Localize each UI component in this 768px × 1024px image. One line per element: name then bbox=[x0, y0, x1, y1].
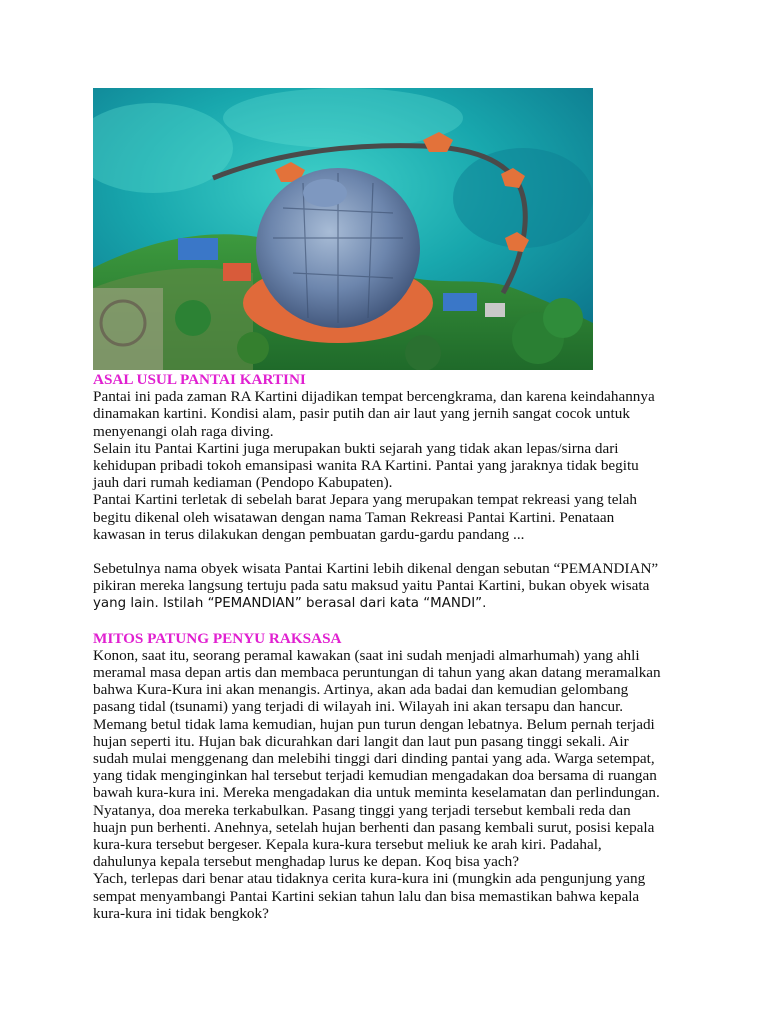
paragraph-line: pasang tidal (tsunami) yang terjadi di wilayah ini. Wilayah ini akan tersapu dan hancur. bbox=[93, 698, 624, 716]
article-body bbox=[93, 371, 693, 922]
paragraph-line: kura-kura tersebut bergeser. Kepala kura-kura tersebut meliuk ke arah kiri. Padahal, bbox=[93, 836, 602, 854]
paragraph-line: jauh dari rumah kediaman (Pendopo Kabupaten). bbox=[93, 474, 393, 492]
paragraph-line: Selain itu Pantai Kartini juga merupakan bukti sejarah yang tidak akan lepas/sirna dari bbox=[93, 439, 619, 457]
paragraph-line: kawasan in terus dilakukan dengan pembuatan gardu-gardu pandang ... bbox=[93, 525, 525, 543]
paragraph-spacer bbox=[93, 543, 693, 560]
paragraph-line: Pantai ini pada zaman RA Kartini dijadikan tempat bercengkrama, dan karena keindahannya bbox=[93, 388, 655, 406]
paragraph-line-mixed bbox=[93, 594, 693, 612]
paragraph-line: meramal masa depan artis dan membaca peruntungan di tahun yang akan datang meramalkan bbox=[93, 664, 661, 682]
paragraph-line: kehidupan pribadi tokoh emansipasi wanita RA Kartini. Pantai yang jaraknya tidak begitu bbox=[93, 457, 639, 475]
paragraph-line: Pantai Kartini terletak di sebelah barat Jepara yang merupakan tempat rekreasi yang telah bbox=[93, 491, 637, 509]
paragraph-line: Konon, saat itu, seorang peramal kawakan (saat ini sudah menjadi almarhumah) yang ahli bbox=[93, 646, 640, 664]
paragraph-line: sudah mulai menggenang dan melebihi tinggi dari dinding pantai yang ada. Warga setempat, bbox=[93, 750, 655, 768]
aerial-photo-turtle-building bbox=[93, 88, 593, 370]
aerial-photo-illustration bbox=[93, 88, 593, 370]
paragraph-line: bahwa Kura-Kura ini akan menangis. Artinya, akan ada badai dan kemudian gelombang bbox=[93, 681, 629, 699]
paragraph-line: sempat menyambangi Pantai Kartini sekian tahun lalu dan bisa memastikan bahwa kepala bbox=[93, 887, 640, 905]
paragraph-line: pikiran mereka langsung tertuju pada satu maksud yaitu Pantai Kartini, bukan obyek wisata bbox=[93, 577, 650, 595]
text-fragment: yang lain. bbox=[93, 596, 159, 612]
paragraph-line: Sebetulnya nama obyek wisata Pantai Kartini lebih dikenal dengan sebutan “PEMANDIAN” bbox=[93, 560, 659, 578]
paragraph-line: hujan seperti itu. Hujan bak dicurahkan dari langit dan laut pun pasang tinggi sekali. Air bbox=[93, 732, 629, 750]
text-fragment: Istilah “PEMANDIAN” berasal dari kata “MANDI”. bbox=[158, 596, 487, 612]
heading-mitos: MITOS PATUNG PENYU RAKSASA bbox=[93, 629, 342, 647]
paragraph-line: Yach, terlepas dari benar atau tidaknya cerita kura-kura ini (mungkin ada pengunjung yang bbox=[93, 870, 646, 888]
paragraph-line: huajn pun berhenti. Anehnya, setelah hujan berhenti dan pasang kembali surut, posisi kepala bbox=[93, 818, 655, 836]
heading-asal-usul: ASAL USUL PANTAI KARTINI bbox=[93, 371, 306, 388]
paragraph-line: Memang betul tidak lama kemudian, hujan pun turun dengan lebatnya. Belum pernah terjadi bbox=[93, 715, 655, 733]
paragraph-line: kura-kura ini tidak bengkok? bbox=[93, 904, 269, 922]
paragraph-line: dinamakan kartini. Kondisi alam, pasir putih dan air laut yang jernih sangat cocok untuk bbox=[93, 405, 630, 423]
paragraph-line: yang tidak menginginkan hal tersebut terjadi kemudian mengadakan doa bersama di ruangan bbox=[93, 767, 657, 785]
paragraph-line: Nyatanya, doa mereka terkabulkan. Pasang tinggi yang terjadi tersebut kembali reda dan bbox=[93, 801, 631, 819]
paragraph-spacer bbox=[93, 613, 693, 630]
paragraph-line: begitu dikenal oleh wisatawan dengan nama Taman Rekreasi Pantai Kartini. Penataan bbox=[93, 508, 615, 526]
paragraph-line: bawah kura-kura ini. Mereka mengadakan dia untuk meminta keselamatan dan perlindungan. bbox=[93, 784, 660, 802]
paragraph-line: dahulunya kepala tersebut menghadap lurus ke depan. Koq bisa yach? bbox=[93, 853, 519, 871]
paragraph-line: menyenangi olah raga diving. bbox=[93, 422, 274, 440]
